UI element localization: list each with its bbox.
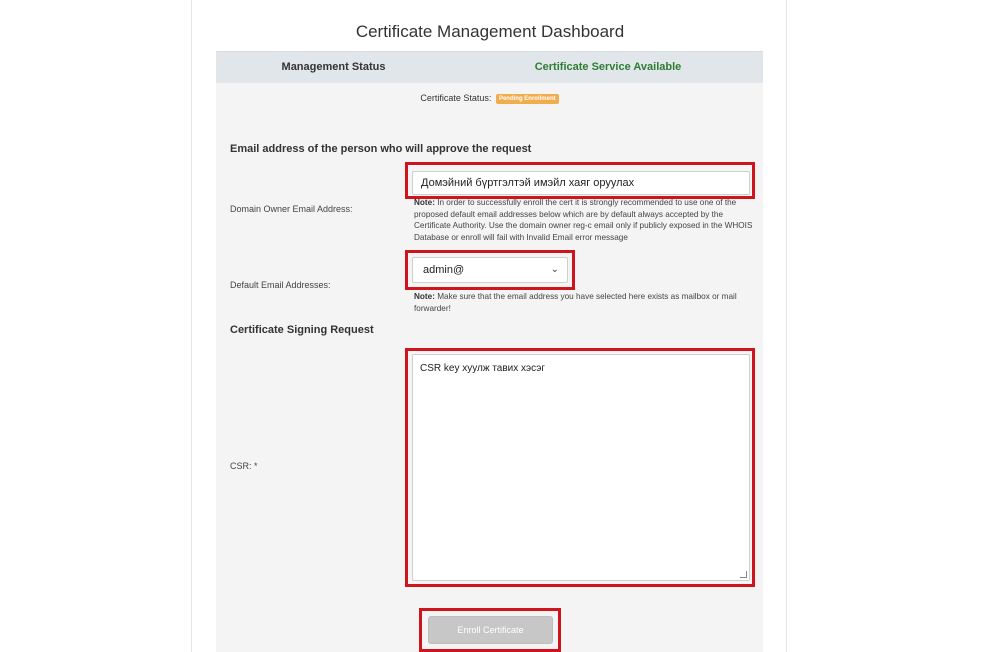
- domain-owner-email-value: Домэйний бүртгэлтэй имэйл хаяг оруулах: [421, 177, 635, 189]
- certificate-panel: [216, 51, 763, 652]
- default-email-note: [414, 291, 759, 314]
- highlight-csr: [405, 348, 755, 587]
- note-text: In order to successfully enroll the cert it is strongly recommended to use one of the proposed default email addresses below which are by default always accepted by the Certificate Authority. Use the domain owner reg-c email only if publicly exposed in the WHOIS Database or enroll will fail with Invalid Email error message: [414, 198, 753, 242]
- highlight-domain-owner-email: [405, 162, 755, 199]
- csr-label: CSR: *: [230, 461, 258, 471]
- default-email-label: Default Email Addresses:: [230, 280, 331, 290]
- csr-section-heading: Certificate Signing Request: [230, 324, 374, 336]
- domain-owner-email-label: Domain Owner Email Address:: [230, 204, 353, 214]
- chevron-down-icon: ⌄: [550, 264, 559, 275]
- certificate-status: [216, 93, 763, 104]
- csr-value: CSR key хуулж тавих хэсэг: [420, 363, 545, 374]
- note-bold: Note:: [414, 198, 435, 207]
- status-bar: [216, 51, 763, 83]
- note-bold: Note:: [414, 292, 435, 301]
- enroll-certificate-button[interactable]: Enroll Certificate: [428, 616, 553, 644]
- approver-section-heading: Email address of the person who will approve the request: [230, 143, 532, 155]
- content-column: [191, 0, 787, 652]
- highlight-enroll-button: [419, 608, 561, 652]
- page-title: Certificate Management Dashboard: [355, 22, 625, 41]
- note-text: Make sure that the email address you have selected here exists as mailbox or mail forwarder!: [414, 292, 737, 313]
- highlight-default-email: [405, 250, 575, 290]
- status-badge: Pending Enrollment: [496, 94, 559, 104]
- service-status-text: Certificate Service Available: [534, 61, 682, 73]
- default-email-selected: admin@: [423, 264, 465, 276]
- management-status-label: Management Status: [281, 61, 386, 73]
- certificate-status-label: Certificate Status:: [420, 93, 492, 103]
- domain-owner-email-note: [414, 197, 759, 243]
